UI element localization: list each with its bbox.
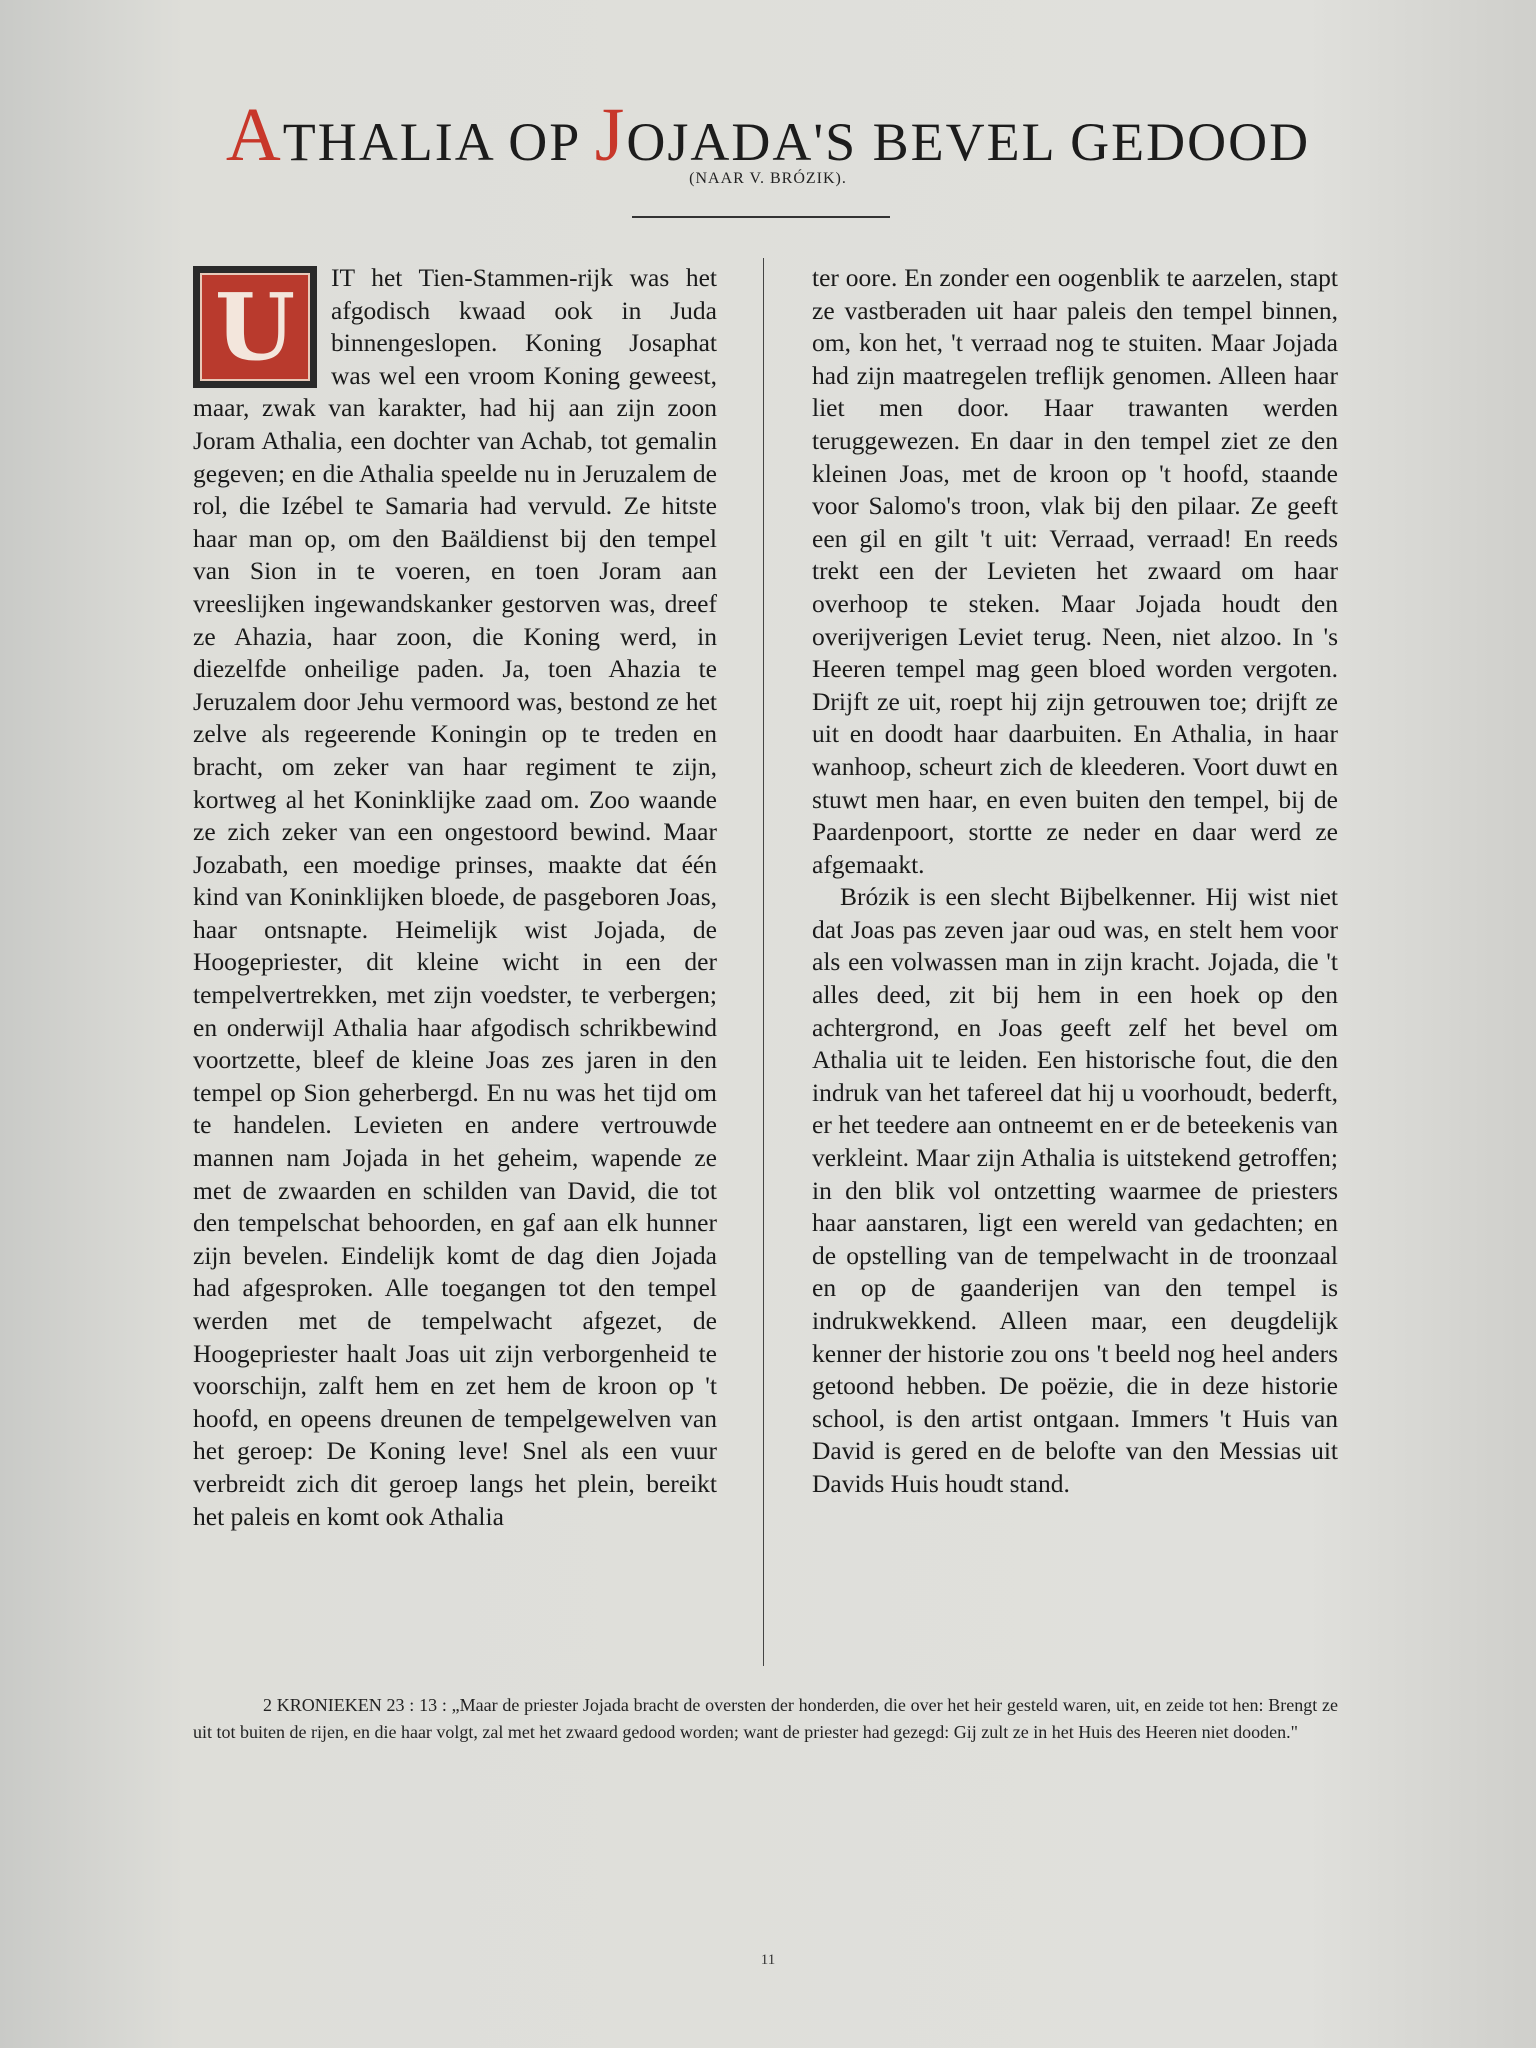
page-subtitle: (NAAR V. BRÓZIK). bbox=[689, 170, 847, 187]
dropcap-letter: U bbox=[200, 273, 310, 381]
footnote: 2 KRONIEKEN 23 : 13 : „Maar de priester Jojada bracht de oversten der honderden, die over het heir gesteld waren, uit, en zeide tot hen: Brengt ze uit tot buiten de rijen, en die haar volgt, zal met het zwaard gedood worden; want de priester had gezegd: Gij zult ze in het Huis des Heeren niet dooden." bbox=[193, 1695, 1338, 1742]
right-column-paragraph-2: Brózik is een slecht Bijbelkenner. Hij wist niet dat Joas pas zeven jaar oud was, en stelt hem voor als een volwassen man in zijn kracht. Jojada, die 't alles deed, zit bij hem in een hoek op den achtergrond, en Joas geeft zelf het bevel om Athalia uit te leiden. Een historische fout, die den indruk van het tafereel dat hij u voorhoudt, bederft, er het teedere aan ontneemt en er de beteekenis van verkleint. Maar zijn Athalia is uitstekend getroffen; in den blik vol ontzetting waarmee de priesters haar aanstaren, ligt een wereld van gedachten; en de opstelling van de tempelwacht in de troonzaal en op de gaanderijen van den tempel is indrukwekkend. Alleen maar, een deugdelijk kenner der historie zou ons 't beeld nog heel anders getoond hebben. De poëzie, die in deze historie school, is den artist ontgaan. Immers 't Huis van David is gered en de belofte van den Messias uit Davids Huis houdt stand. bbox=[812, 882, 1338, 1498]
illuminated-dropcap bbox=[193, 266, 317, 388]
left-column bbox=[193, 262, 717, 1533]
right-column bbox=[812, 262, 1338, 1501]
title-initial-j: J bbox=[594, 93, 627, 177]
title-text-part-1: THALIA OP bbox=[282, 112, 595, 172]
title-divider bbox=[632, 216, 890, 218]
page-number: 11 bbox=[760, 1952, 776, 1968]
title-text-part-2: OJADA'S BEVEL GEDOOD bbox=[626, 112, 1311, 172]
right-column-paragraph-1: ter oore. En zonder een oogenblik te aarzelen, stapt ze vastberaden uit haar paleis den tempel binnen, om, kon het, 't verraad nog te stuiten. Maar Jojada had zijn maatregelen treflijk genomen. Alleen haar liet men door. Haar trawanten werden teruggewezen. En daar in den tempel ziet ze den kleinen Joas, met de kroon op 't hoofd, staande voor Salomo's troon, vlak bij den pilaar. Ze geeft een gil en gilt 't uit: Verraad, verraad! En reeds trekt een der Levieten het zwaard om haar overhoop te steken. Maar Jojada houdt den overijverigen Leviet terug. Neen, niet alzoo. In 's Heeren tempel mag geen bloed worden vergoten. Drijft ze uit, roept hij zijn getrouwen toe; drijft ze uit en doodt haar daarbuiten. En Athalia, in haar wanhoop, scheurt zich de kleederen. Voort duwt en stuwt men haar, en even buiten den tempel, bij de Paardenpoort, stortte ze neder en daar werd ze afgemaakt. bbox=[812, 263, 1338, 879]
column-divider bbox=[763, 258, 764, 1666]
left-column-paragraph: IT het Tien-Stammen-rijk was het afgodisch kwaad ook in Juda binnengeslopen. Koning Josaphat was wel een vroom Koning geweest, maar, zwak van karakter, had hij aan zijn zoon Joram Athalia, een dochter van Achab, tot gemalin gegeven; en die Athalia speelde nu in Jeruzalem de rol, die Izébel te Samaria had vervuld. Ze hitste haar man op, om den Baäldienst bij den tempel van Sion in te voeren, en toen Joram aan vreeslijken ingewandskanker gestorven was, dreef ze Ahazia, haar zoon, die Koning werd, in diezelfde onheilige paden. Ja, toen Ahazia te Jeruzalem door Jehu vermoord was, bestond ze het zelve als regeerende Koningin op te treden en bracht, om zeker van haar regiment te zijn, kortweg al het Koninklijke zaad om. Zoo waande ze zich zeker van een ongestoord bewind. Maar Jozabath, een moedige prinses, maakte dat één kind van Koninklijken bloede, de pasgeboren Joas, haar ontsnapte. Heimelijk wist Jojada, de Hoogepriester, dit kleine wicht in een der tempelvertrekken, met zijn voedster, te verbergen; en onderwijl Athalia haar afgodisch schrikbewind voortzette, bleef de kleine Joas zes jaren in den tempel op Sion geherbergd. En nu was het tijd om te handelen. Levieten en andere vertrouwde mannen nam Jojada in het geheim, wapende ze met de zwaarden en schilden van David, die tot den tempelschat behoorden, en gaf aan elk hunner zijn bevelen. Eindelijk komt de dag dien Jojada had afgesproken. Alle toegangen tot den tempel werden met de tempelwacht afgezet, de Hoogepriester haalt Joas uit zijn verborgenheid te voorschijn, zalft hem en zet hem de kroon op 't hoofd, en opeens dreunen de tempelgewelven van het geroep: De Koning leve! Snel als een vuur verbreidt zich dit geroep langs het plein, bereikt het paleis en komt ook Athalia bbox=[193, 263, 717, 1531]
title-initial-a: A bbox=[225, 93, 283, 177]
page-title bbox=[0, 92, 1536, 179]
